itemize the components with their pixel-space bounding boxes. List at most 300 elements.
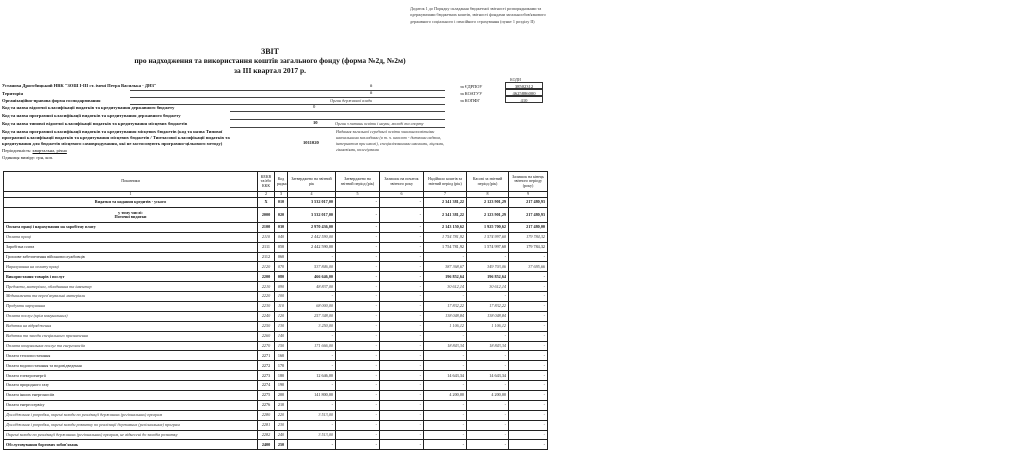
table-row [4,400,548,410]
row-value: 12 646,00 [288,371,336,381]
period-row [2,148,67,153]
row-value: - [509,351,548,361]
row-value: - [336,262,380,272]
table-row [4,222,548,232]
row-label: Предмети, матеріали, обладнання та інвентар [4,282,258,292]
vidomch-code: 0 [313,104,316,109]
row-value: 3 532 017,00 [288,207,336,222]
row-value: - [424,361,467,371]
row-value: 30 612,14 [424,282,467,292]
row-code: 140 [275,331,288,341]
program-row [2,113,181,118]
row-value: 1 925 700,62 [467,222,509,232]
row-value: - [336,321,380,331]
row-value: - [380,331,424,341]
row-value: - [509,341,548,351]
table-row [4,282,548,292]
row-value: - [509,361,548,371]
row-value: - [380,430,424,440]
row-value: - [380,232,424,242]
row-code: 2220 [258,292,275,302]
program-underline [230,119,445,120]
row-code: 2282 [258,430,275,440]
row-value: 217 480,93 [509,198,548,208]
row-value: 141 800,00 [288,391,336,401]
row-value: - [336,400,380,410]
table-row [4,207,548,222]
table-row [4,252,548,262]
report-subtitle: про надходження та використання коштів загального фонду (форма №2д, №2м) [134,56,406,65]
kopfg-label: за КОПФГ [460,98,480,103]
row-value: - [380,361,424,371]
row-value: - [509,371,548,381]
institution-underline [130,90,445,91]
row-value: - [509,430,548,440]
table-row [4,272,548,282]
typical-underline [230,127,445,128]
row-code: 2112 [258,252,275,262]
row-label: Медикаменти та перев'язувальні матеріали [4,292,258,302]
row-value: - [509,302,548,312]
table-row [4,232,548,242]
row-code: 2000 [258,207,275,222]
row-code: 2400 [258,440,275,450]
row-value: 17 832,22 [467,302,509,312]
row-label: Використання товарів і послуг [4,272,258,282]
row-value: - [467,331,509,341]
row-code: 090 [275,282,288,292]
row-value: - [509,440,548,450]
row-label: Грошове забезпечення військовослужбовців [4,252,258,262]
col-number: 7 [424,192,467,198]
row-code: 2210 [258,282,275,292]
table-row [4,321,548,331]
row-value: - [288,292,336,302]
row-label: Дослідження і розробки, окремі заходи розвитку по реалізації державних (регіональних) програм [4,420,258,430]
row-value: - [467,381,509,391]
row-value: - [424,351,467,361]
table-row [4,198,548,208]
row-value: - [509,282,548,292]
row-code: 2100 [258,222,275,232]
vidomch-underline [230,111,445,112]
col-number: 2 [258,192,275,198]
col-header: Затверджено на звітний період (рік) [336,172,380,192]
row-label: Оплата праці і нарахування на заробітну плату [4,222,258,232]
row-code: 210 [275,400,288,410]
row-value: - [509,400,548,410]
row-value: - [380,400,424,410]
org-form-row [2,98,101,103]
local-row-1 [2,129,222,134]
row-label: Оплата інших енергоносіїв [4,391,258,401]
row-value: - [467,440,509,450]
period-value: квартальна, річна [32,148,67,153]
row-code: 2271 [258,351,275,361]
row-value: - [336,430,380,440]
row-code: 020 [275,207,288,222]
row-value: - [424,381,467,391]
col-header: Надійшло коштів за звітний період (рік) [424,172,467,192]
row-label: Оплата послуг (крім комунальних) [4,311,258,321]
table-row [4,311,548,321]
row-value: - [380,420,424,430]
row-value: - [336,292,380,302]
edrpou-code: 38502312 [505,82,543,89]
row-value: - [288,331,336,341]
row-label: Продукти харчування [4,302,258,312]
row-label: Обслуговування боргових зобов'язань [4,440,258,450]
row-value: - [336,311,380,321]
row-value: - [380,292,424,302]
local-row-3 [2,141,222,146]
row-label: Оплата електроенергії [4,371,258,381]
row-value: 2 970 436,00 [288,222,336,232]
row-code: 2276 [258,400,275,410]
row-value: - [467,420,509,430]
row-value: - [509,311,548,321]
row-value: - [509,391,548,401]
row-value: - [336,282,380,292]
institution-mark: # [370,83,373,88]
row-value: - [380,391,424,401]
row-value: - [509,331,548,341]
col-number: 8 [467,192,509,198]
row-value: - [336,207,380,222]
row-code: 190 [275,381,288,391]
vidomch-label: Код та назва відомчої класифікації видатків та кредитування державного бюджету [2,105,175,110]
row-label: Видатки на відрядження [4,321,258,331]
row-value: - [336,242,380,252]
local-label-2: програмної класифікації видатків та кредитування місцевих бюджетів / Тимчасової класифікації видатків та [2,135,230,140]
territory-label: Територія [2,91,23,96]
col-header: КЕКВ та/або ККК [258,172,275,192]
typical-row [2,121,187,126]
col-number: 5 [336,192,380,198]
row-value: - [288,420,336,430]
row-value: - [467,292,509,302]
row-value: 17 832,22 [424,302,467,312]
row-value: 1 574 997,60 [467,242,509,252]
row-code: 2260 [258,331,275,341]
row-value: - [467,400,509,410]
row-value: - [467,351,509,361]
row-code: 250 [275,440,288,450]
edrpou-label: за ЄДРПОУ [460,84,483,89]
row-label: Окремі заходи по реалізації державних (регіональних) програм, не віднесені до заходів розвитку [4,430,258,440]
row-label: Оплата теплопостачання [4,351,258,361]
table-header-row [4,172,548,192]
table-row [4,302,548,312]
col-header: Залишок на кінець звітного періоду (року) [509,172,548,192]
local-label-1: Код та назва програмної класифікації видатків та кредитування місцевих бюджетів (код та назва Типової [2,129,223,134]
row-value: 1 106,12 [467,321,509,331]
row-label: Оплата комунальних послуг та енергоносіїв [4,341,258,351]
row-value: - [380,262,424,272]
row-value: 4 200,00 [467,391,509,401]
row-code: 120 [275,311,288,321]
row-code: 230 [275,420,288,430]
row-label: Заробітна плата [4,242,258,252]
row-value: - [509,272,548,282]
table-row [4,391,548,401]
row-label: Оплата водопостачання та водовідведення [4,361,258,371]
row-value: - [336,361,380,371]
vidomch-row [2,105,174,110]
report-table [3,171,548,450]
row-value: - [288,361,336,371]
row-value: 387 368,67 [424,262,467,272]
row-value: - [288,440,336,450]
institution-name: Дрогобицький НВК "ЗОШ І-ІІІ ст. імені Петра Василька - ДНЗ" [22,83,157,88]
col-header: Затверджено на звітний рік [288,172,336,192]
row-value: 30 612,14 [467,282,509,292]
row-value: 2 341 381,22 [424,198,467,208]
row-code: 2281 [258,420,275,430]
row-code: 040 [275,232,288,242]
row-code: 170 [275,361,288,371]
row-value: - [336,410,380,420]
row-label: Оплата природного газу [4,381,258,391]
row-code: 240 [275,430,288,440]
row-code: 180 [275,371,288,381]
row-value: - [380,222,424,232]
row-value: - [509,410,548,420]
row-value: - [424,420,467,430]
period-label: Періодичність: [2,148,32,153]
row-value: - [380,272,424,282]
territory-mark: # [370,90,373,95]
org-form-underline [130,104,445,105]
row-code: 030 [275,222,288,232]
row-value: - [336,391,380,401]
row-value: 2 341 381,22 [424,207,467,222]
col-header: Показники [4,172,258,192]
row-value: 14 643,34 [467,371,509,381]
row-value: - [336,420,380,430]
row-code: 130 [275,321,288,331]
row-value: 2 123 901,29 [467,207,509,222]
row-code: 2250 [258,321,275,331]
row-value: - [424,252,467,262]
report-title: ЗВІТ [260,47,279,56]
territory-row [2,91,23,96]
row-value: 4 200,00 [424,391,467,401]
row-code: 110 [275,302,288,312]
typical-name: Орган з питань освіти і науки, молоді та спорту [335,121,424,126]
local-row-2 [2,135,230,140]
row-label: Видатки та надання кредитів - усього [4,198,258,208]
row-code: 2270 [258,341,275,351]
row-value: - [380,371,424,381]
row-value: - [467,430,509,440]
institution-row [2,83,157,88]
row-code: 2272 [258,361,275,371]
row-label: Нарахування на оплату праці [4,262,258,272]
row-value: - [380,341,424,351]
program-label: Код та назва програмної класифікації видатків та кредитування державного бюджету [2,113,181,118]
row-value: 466 646,00 [288,272,336,282]
codes-header: КОДИ [510,77,521,82]
table-row [4,351,548,361]
row-value: 179 784,32 [509,242,548,252]
row-value: - [509,292,548,302]
row-value: - [336,232,380,242]
row-value: - [467,361,509,371]
row-code: 160 [275,351,288,361]
row-code: X [258,198,275,208]
row-value: 1 754 781,92 [424,232,467,242]
row-value: - [380,302,424,312]
row-value: - [288,351,336,361]
col-number: 3 [275,192,288,198]
table-row [4,410,548,420]
row-code: 2111 [258,242,275,252]
row-value: - [288,400,336,410]
row-value: - [336,222,380,232]
table-row [4,331,548,341]
row-value: - [288,381,336,391]
table-row [4,371,548,381]
unit-row [2,155,53,160]
row-value: 196 852,64 [467,272,509,282]
col-number: 9 [509,192,548,198]
row-value: 179 784,32 [509,232,548,242]
institution-label: Установа [2,83,22,88]
row-label: Оплата праці [4,232,258,242]
col-number: 4 [288,192,336,198]
table-row [4,381,548,391]
org-form-value: Орган державної влади [330,98,373,103]
row-code: 200 [275,391,288,401]
row-value: - [467,410,509,420]
row-value: 37 695,66 [509,262,548,272]
row-value: 2 442 590,00 [288,242,336,252]
table-row [4,292,548,302]
row-value: 196 852,64 [424,272,467,282]
row-value: 18 843,34 [467,341,509,351]
row-value: - [509,420,548,430]
row-code: 070 [275,262,288,272]
row-value: - [467,252,509,262]
row-value: 1 574 997,60 [467,232,509,242]
row-code: 2240 [258,311,275,321]
territory-underline [130,97,445,98]
row-value: - [424,331,467,341]
row-label: Дослідження і розробки, окремі заходи по реалізації державних (регіональних) програм [4,410,258,420]
row-label: Видатки та заходи спеціального призначення [4,331,258,341]
col-number: 6 [380,192,424,198]
row-value: 1 106,12 [424,321,467,331]
row-label: Оплата енергосервісу [4,400,258,410]
row-value: 217 480,93 [509,207,548,222]
row-code: 2273 [258,371,275,381]
table-row [4,420,548,430]
row-value: 68 000,00 [288,302,336,312]
local-code: 1011020 [303,140,319,145]
row-value: - [380,207,424,222]
row-code: 050 [275,242,288,252]
row-value: 257 348,00 [288,311,336,321]
row-code: 2200 [258,272,275,282]
row-value: 138 048,84 [467,311,509,321]
row-value: - [380,242,424,252]
row-value: - [336,351,380,361]
row-value: - [380,198,424,208]
row-value: 14 643,34 [424,371,467,381]
col-header: Залишок на початок звітного року [380,172,424,192]
row-value: - [336,371,380,381]
row-code: 010 [275,198,288,208]
row-code: 2275 [258,391,275,401]
row-value: 349 703,06 [467,262,509,272]
col-header: Касові за звітний період (рік) [467,172,509,192]
row-value: 3 513,00 [288,410,336,420]
row-value: 2 143 150,62 [424,222,467,232]
row-value: - [336,331,380,341]
row-value: - [336,440,380,450]
row-value: - [380,252,424,262]
koatuu-label: за КОАТУУ [460,91,483,96]
koatuu-code: 4625886000 [505,89,543,96]
row-value: - [380,381,424,391]
table-row [4,440,548,450]
row-value: - [380,311,424,321]
row-code: 2280 [258,410,275,420]
row-value: - [509,252,548,262]
row-value: - [336,381,380,391]
row-value: 2 123 901,29 [467,198,509,208]
row-code: 2274 [258,381,275,391]
col-header: Код рядка [275,172,288,192]
row-code: 2230 [258,302,275,312]
row-value: - [336,198,380,208]
typical-label: Код та назва типової відомчої класифікації видатків та кредитування місцевих бюджетів [2,121,188,126]
row-code: 2110 [258,232,275,242]
report-period: за ІІІ квартал 2017 р. [233,66,307,75]
local-name: Надання загальної середньої освіти загальноосвітніми навчальними закладами (в т. ч. школою - дитячим садком, інтернатом при школі), спеціалізованими школами, ліцеями, гімназіями, колегіумами [336,129,445,152]
table-row [4,242,548,252]
row-value: - [336,302,380,312]
row-value: - [380,282,424,292]
table-body [4,198,548,450]
row-value: - [509,321,548,331]
unit-label: Одиниця виміру: грн, коп. [2,155,54,160]
row-value: 3 513,00 [288,430,336,440]
row-value: 48 837,00 [288,282,336,292]
typical-code: 10 [313,120,318,125]
row-value: - [336,341,380,351]
appendix-note: Додаток 1 до Порядку складання бюджетної звітності розпорядниками та одержувачами бюджетних коштів, звітності фондами загальнообов'язкового державного соціального і пенсійного страхування (пункт 1 розділу II) [410,6,546,24]
row-code: 2120 [258,262,275,272]
row-value: 217 480,00 [509,222,548,232]
kopfg-code: 410 [505,96,543,103]
row-value: - [424,410,467,420]
row-value: - [380,410,424,420]
row-value: 3 532 017,00 [288,198,336,208]
row-value: 537 846,00 [288,262,336,272]
row-code: 080 [275,272,288,282]
table-row [4,430,548,440]
row-label: у тому числі: Поточні видатки [4,207,258,222]
row-value: - [336,272,380,282]
row-code: 060 [275,252,288,262]
row-value: 1 754 781,92 [424,242,467,252]
row-value: - [380,321,424,331]
row-value: - [509,381,548,391]
row-code: 100 [275,292,288,302]
row-value: - [336,252,380,262]
